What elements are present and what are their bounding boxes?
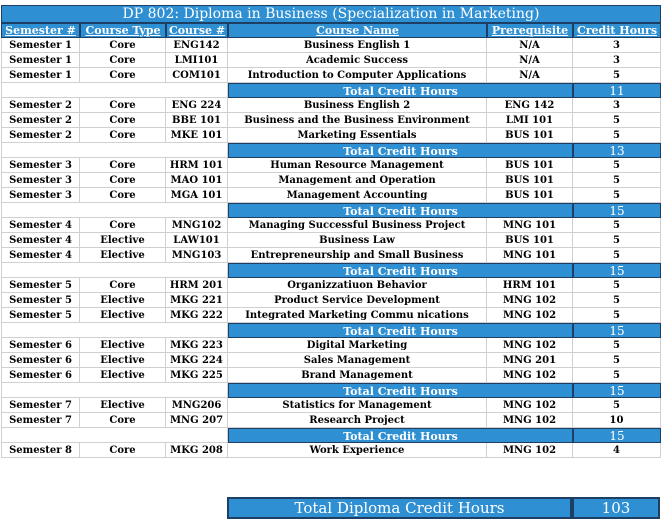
cell-credit-hours[interactable]: 5 xyxy=(573,398,661,413)
cell-course-number[interactable]: MNG206 xyxy=(166,398,228,413)
total-credit-hours-value: 15 xyxy=(573,203,661,218)
cell-course-number[interactable]: MAO 101 xyxy=(166,173,228,188)
cell-prerequisite[interactable]: MNG 102 xyxy=(487,443,573,458)
cell-course-name[interactable]: Entrepreneurship and Small Business xyxy=(228,248,487,263)
cell-credit-hours[interactable]: 4 xyxy=(573,443,661,458)
blank-cell[interactable] xyxy=(1,203,228,218)
cell-course-number[interactable]: HRM 101 xyxy=(166,158,228,173)
total-credit-hours-value: 13 xyxy=(573,143,661,158)
table-row xyxy=(1,68,661,83)
cell-course-number[interactable]: LMI101 xyxy=(166,53,228,68)
semester-total-row xyxy=(1,143,661,158)
cell-course-name[interactable]: Statistics for Management xyxy=(228,398,487,413)
cell-course-name[interactable]: Work Experience xyxy=(228,443,487,458)
cell-semester[interactable]: Semester 6 xyxy=(1,368,80,383)
table-row xyxy=(1,98,661,113)
table-row xyxy=(1,368,661,383)
cell-course-name[interactable]: Product Service Development xyxy=(228,293,487,308)
cell-semester[interactable]: Semester 1 xyxy=(1,38,80,53)
table-row xyxy=(1,353,661,368)
cell-course-type[interactable]: Core xyxy=(80,38,166,53)
cell-course-number[interactable]: ENG142 xyxy=(166,38,228,53)
cell-course-number[interactable]: MNG102 xyxy=(166,218,228,233)
cell-course-number[interactable]: COM101 xyxy=(166,68,228,83)
cell-semester[interactable]: Semester 5 xyxy=(1,278,80,293)
cell-semester[interactable]: Semester 3 xyxy=(1,173,80,188)
cell-course-type[interactable]: Core xyxy=(80,113,166,128)
cell-course-name[interactable]: Managing Successful Business Project xyxy=(228,218,487,233)
cell-prerequisite[interactable]: N/A xyxy=(487,38,573,53)
cell-credit-hours[interactable]: 3 xyxy=(573,38,661,53)
cell-semester[interactable]: Semester 4 xyxy=(1,248,80,263)
total-credit-hours-label: Total Credit Hours xyxy=(228,143,573,158)
cell-credit-hours[interactable]: 5 xyxy=(573,308,661,323)
cell-prerequisite[interactable]: BUS 101 xyxy=(487,173,573,188)
cell-prerequisite[interactable]: MNG 101 xyxy=(487,218,573,233)
cell-credit-hours[interactable]: 3 xyxy=(573,53,661,68)
cell-course-number[interactable]: MKG 222 xyxy=(166,308,228,323)
cell-course-name[interactable]: Business English 1 xyxy=(228,38,487,53)
cell-semester[interactable]: Semester 5 xyxy=(1,308,80,323)
cell-credit-hours[interactable]: 5 xyxy=(573,368,661,383)
table-row xyxy=(1,38,661,53)
cell-course-type[interactable]: Core xyxy=(80,413,166,428)
semester-total-row xyxy=(1,428,661,443)
table-row xyxy=(1,338,661,353)
cell-semester[interactable]: Semester 4 xyxy=(1,233,80,248)
cell-course-name[interactable]: Business Law xyxy=(228,233,487,248)
header-credit-hours[interactable]: Credit Hours xyxy=(573,23,661,38)
cell-semester[interactable]: Semester 7 xyxy=(1,398,80,413)
cell-credit-hours[interactable]: 5 xyxy=(573,113,661,128)
cell-prerequisite[interactable]: BUS 101 xyxy=(487,188,573,203)
cell-course-type[interactable]: Elective xyxy=(80,368,166,383)
cell-course-type[interactable]: Core xyxy=(80,158,166,173)
cell-course-number[interactable]: MNG103 xyxy=(166,248,228,263)
table-row xyxy=(1,443,661,458)
cell-prerequisite[interactable]: MNG 102 xyxy=(487,338,573,353)
cell-course-type[interactable]: Core xyxy=(80,98,166,113)
table-row xyxy=(1,398,661,413)
cell-semester[interactable]: Semester 5 xyxy=(1,293,80,308)
cell-course-name[interactable]: Marketing Essentials xyxy=(228,128,487,143)
cell-course-name[interactable]: Business and the Business Environment xyxy=(228,113,487,128)
total-credit-hours-label: Total Credit Hours xyxy=(228,323,573,338)
table-row xyxy=(1,128,661,143)
cell-credit-hours[interactable]: 5 xyxy=(573,338,661,353)
cell-course-name[interactable]: Sales Management xyxy=(228,353,487,368)
cell-course-type[interactable]: Elective xyxy=(80,353,166,368)
header-prerequisite[interactable]: Prerequisite xyxy=(487,23,573,38)
cell-semester[interactable]: Semester 2 xyxy=(1,128,80,143)
cell-credit-hours[interactable]: 5 xyxy=(573,278,661,293)
blank-cell[interactable] xyxy=(1,323,228,338)
cell-prerequisite[interactable]: HRM 101 xyxy=(487,278,573,293)
cell-prerequisite[interactable]: BUS 101 xyxy=(487,233,573,248)
cell-credit-hours[interactable]: 5 xyxy=(573,293,661,308)
table-row xyxy=(1,308,661,323)
table-row xyxy=(1,233,661,248)
cell-course-number[interactable]: MKG 223 xyxy=(166,338,228,353)
cell-course-type[interactable]: Core xyxy=(80,278,166,293)
total-credit-hours-label: Total Credit Hours xyxy=(228,203,573,218)
cell-prerequisite[interactable]: BUS 101 xyxy=(487,128,573,143)
cell-course-name[interactable]: Management and Operation xyxy=(228,173,487,188)
cell-course-name[interactable]: Integrated Marketing Commu nications xyxy=(228,308,487,323)
cell-credit-hours[interactable]: 5 xyxy=(573,248,661,263)
cell-prerequisite[interactable]: MNG 102 xyxy=(487,398,573,413)
header-semester[interactable]: Semester # xyxy=(1,23,80,38)
cell-course-name[interactable]: Academic Success xyxy=(228,53,487,68)
semester-total-row xyxy=(1,263,661,278)
cell-course-name[interactable]: Research Project xyxy=(228,413,487,428)
cell-prerequisite[interactable]: N/A xyxy=(487,53,573,68)
table-row xyxy=(1,413,661,428)
cell-course-type[interactable]: Core xyxy=(80,443,166,458)
header-course-type[interactable]: Course Type xyxy=(80,23,166,38)
cell-course-number[interactable]: HRM 201 xyxy=(166,278,228,293)
semester-total-row xyxy=(1,83,661,98)
cell-course-type[interactable]: Core xyxy=(80,218,166,233)
cell-prerequisite[interactable]: ENG 142 xyxy=(487,98,573,113)
cell-course-name[interactable]: Brand Management xyxy=(228,368,487,383)
cell-course-number[interactable]: BBE 101 xyxy=(166,113,228,128)
cell-semester[interactable]: Semester 7 xyxy=(1,413,80,428)
cell-credit-hours[interactable]: 5 xyxy=(573,218,661,233)
cell-prerequisite[interactable]: MNG 102 xyxy=(487,308,573,323)
cell-prerequisite[interactable]: MNG 201 xyxy=(487,353,573,368)
cell-credit-hours[interactable]: 5 xyxy=(573,128,661,143)
header-course-name[interactable]: Course Name xyxy=(228,23,487,38)
cell-prerequisite[interactable]: MNG 101 xyxy=(487,248,573,263)
table-row xyxy=(1,158,661,173)
table-row xyxy=(1,53,661,68)
cell-semester[interactable]: Semester 6 xyxy=(1,353,80,368)
cell-course-type[interactable]: Elective xyxy=(80,308,166,323)
cell-course-name[interactable]: Management Accounting xyxy=(228,188,487,203)
table-row xyxy=(1,293,661,308)
cell-course-name[interactable]: Business English 2 xyxy=(228,98,487,113)
cell-course-type[interactable]: Core xyxy=(80,128,166,143)
cell-course-type[interactable]: Core xyxy=(80,173,166,188)
table-row xyxy=(1,218,661,233)
grand-total-value: 103 xyxy=(572,497,660,519)
total-credit-hours-label: Total Credit Hours xyxy=(228,83,573,98)
total-credit-hours-value: 11 xyxy=(573,83,661,98)
table-row xyxy=(1,248,661,263)
cell-course-number[interactable]: LAW101 xyxy=(166,233,228,248)
cell-credit-hours[interactable]: 5 xyxy=(573,68,661,83)
total-credit-hours-label: Total Credit Hours xyxy=(228,263,573,278)
cell-semester[interactable]: Semester 4 xyxy=(1,218,80,233)
cell-course-name[interactable]: Introduction to Computer Applications xyxy=(228,68,487,83)
cell-credit-hours[interactable]: 5 xyxy=(573,173,661,188)
cell-semester[interactable]: Semester 1 xyxy=(1,53,80,68)
cell-credit-hours[interactable]: 10 xyxy=(573,413,661,428)
cell-prerequisite[interactable]: MNG 102 xyxy=(487,413,573,428)
blank-cell[interactable] xyxy=(1,263,228,278)
grand-total-label: Total Diploma Credit Hours xyxy=(227,497,572,519)
total-credit-hours-value: 15 xyxy=(573,428,661,443)
cell-course-type[interactable]: Elective xyxy=(80,248,166,263)
cell-course-number[interactable]: MKE 101 xyxy=(166,128,228,143)
cell-credit-hours[interactable]: 5 xyxy=(573,353,661,368)
table-row xyxy=(1,173,661,188)
cell-semester[interactable]: Semester 6 xyxy=(1,338,80,353)
cell-course-type[interactable]: Elective xyxy=(80,338,166,353)
total-credit-hours-label: Total Credit Hours xyxy=(228,383,573,398)
cell-prerequisite[interactable]: MNG 102 xyxy=(487,368,573,383)
table-row xyxy=(1,113,661,128)
total-credit-hours-value: 15 xyxy=(573,383,661,398)
total-credit-hours-value: 15 xyxy=(573,323,661,338)
header-row xyxy=(1,23,661,38)
cell-semester[interactable]: Semester 2 xyxy=(1,98,80,113)
cell-semester[interactable]: Semester 3 xyxy=(1,188,80,203)
cell-course-name[interactable]: Organizzatiuon Behavior xyxy=(228,278,487,293)
course-table xyxy=(1,5,661,458)
blank-cell[interactable] xyxy=(1,428,228,443)
total-credit-hours-value: 15 xyxy=(573,263,661,278)
cell-course-number[interactable]: MNG 207 xyxy=(166,413,228,428)
cell-course-number[interactable]: MKG 221 xyxy=(166,293,228,308)
table-row xyxy=(1,188,661,203)
cell-prerequisite[interactable]: N/A xyxy=(487,68,573,83)
cell-credit-hours[interactable]: 5 xyxy=(573,158,661,173)
cell-course-type[interactable]: Core xyxy=(80,68,166,83)
table-row xyxy=(1,278,661,293)
total-credit-hours-label: Total Credit Hours xyxy=(228,428,573,443)
cell-course-type[interactable]: Elective xyxy=(80,233,166,248)
semester-total-row xyxy=(1,323,661,338)
cell-credit-hours[interactable]: 5 xyxy=(573,188,661,203)
semester-total-row xyxy=(1,383,661,398)
cell-course-type[interactable]: Core xyxy=(80,53,166,68)
cell-semester[interactable]: Semester 8 xyxy=(1,443,80,458)
cell-credit-hours[interactable]: 3 xyxy=(573,98,661,113)
cell-prerequisite[interactable]: LMI 101 xyxy=(487,113,573,128)
cell-course-type[interactable]: Elective xyxy=(80,293,166,308)
cell-course-number[interactable]: MKG 225 xyxy=(166,368,228,383)
cell-course-name[interactable]: Digital Marketing xyxy=(228,338,487,353)
table-title: DP 802: Diploma in Business (Specialization in Marketing) xyxy=(122,6,540,22)
semester-total-row xyxy=(1,203,661,218)
cell-prerequisite[interactable]: BUS 101 xyxy=(487,158,573,173)
cell-prerequisite[interactable]: MNG 102 xyxy=(487,293,573,308)
blank-cell[interactable] xyxy=(1,383,228,398)
cell-course-name[interactable]: Human Resource Management xyxy=(228,158,487,173)
cell-course-number[interactable]: MGA 101 xyxy=(166,188,228,203)
cell-course-number[interactable]: MKG 224 xyxy=(166,353,228,368)
cell-course-type[interactable]: Elective xyxy=(80,398,166,413)
blank-cell[interactable] xyxy=(1,143,228,158)
cell-course-number[interactable]: ENG 224 xyxy=(166,98,228,113)
cell-course-type[interactable]: Core xyxy=(80,188,166,203)
cell-semester[interactable]: Semester 1 xyxy=(1,68,80,83)
blank-cell[interactable] xyxy=(1,83,228,98)
cell-credit-hours[interactable]: 5 xyxy=(573,233,661,248)
cell-semester[interactable]: Semester 3 xyxy=(1,158,80,173)
cell-course-number[interactable]: MKG 208 xyxy=(166,443,228,458)
cell-semester[interactable]: Semester 2 xyxy=(1,113,80,128)
header-course-number[interactable]: Course # xyxy=(166,23,228,38)
table-title-row xyxy=(1,5,661,23)
